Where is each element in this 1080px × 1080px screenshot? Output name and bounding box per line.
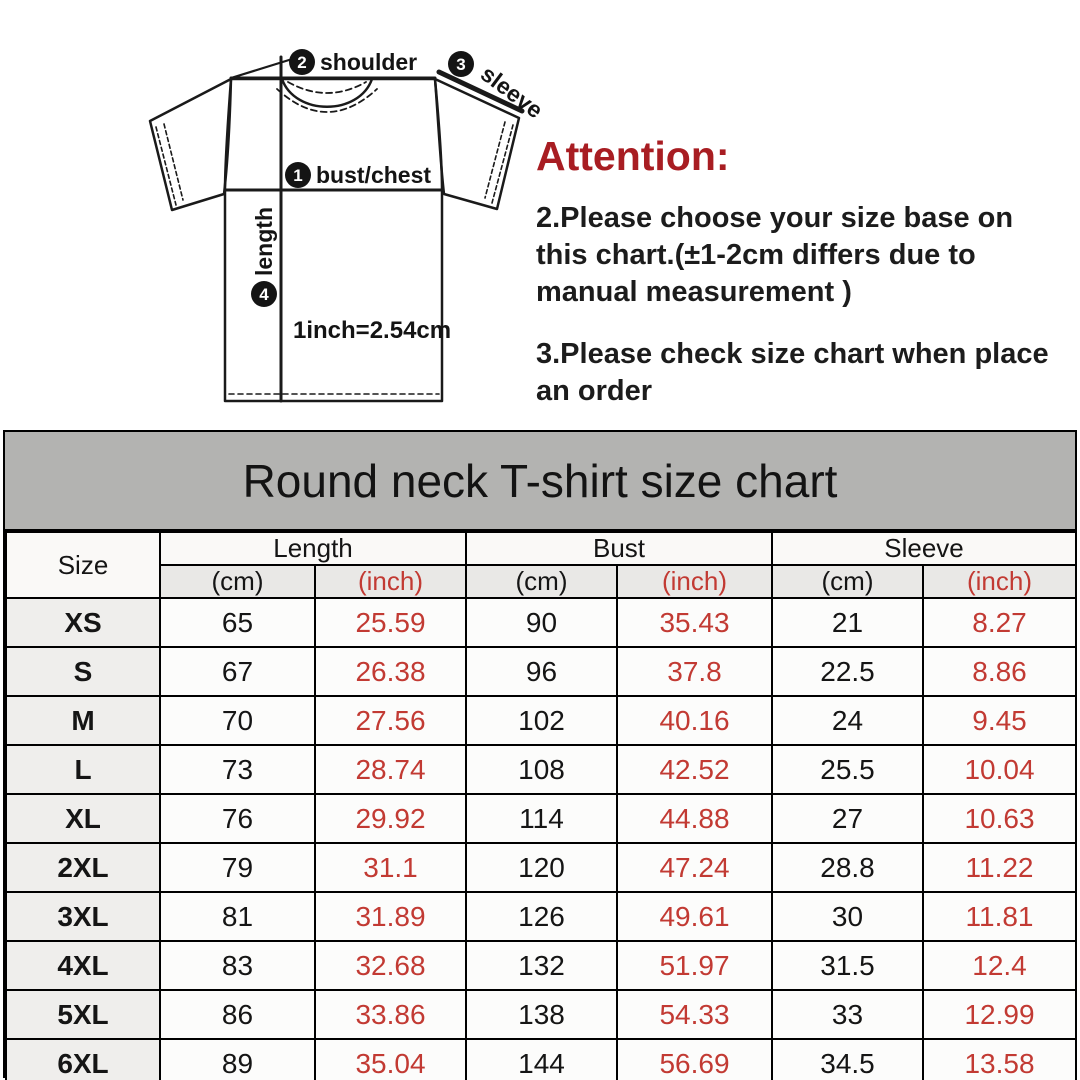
cell-size: 2XL: [6, 843, 160, 892]
cell-length-inch: 35.04: [315, 1039, 466, 1080]
note-2-line-1: 2.Please choose your size base on: [536, 202, 1014, 234]
inch-cm-conversion-note: 1inch=2.54cm: [293, 317, 452, 344]
cell-length-inch: 33.86: [315, 990, 466, 1039]
sleeve-label: [448, 51, 548, 123]
size-row-2xl: [6, 843, 1076, 892]
cell-bust-cm: 144: [466, 1039, 617, 1080]
cell-length-inch: 29.92: [315, 794, 466, 843]
cell-bust-cm: 138: [466, 990, 617, 1039]
sleeve-label-text: sleeve: [475, 60, 548, 124]
cell-sleeve-inch: 10.04: [923, 745, 1076, 794]
size-row-3xl: [6, 892, 1076, 941]
size-table: [5, 531, 1077, 1080]
cell-sleeve-cm: 34.5: [772, 1039, 923, 1080]
size-row-4xl: [6, 941, 1076, 990]
size-chart: [3, 430, 1077, 1078]
cell-bust-cm: 90: [466, 598, 617, 647]
cell-bust-inch: 56.69: [617, 1039, 772, 1080]
cell-bust-inch: 44.88: [617, 794, 772, 843]
cell-length-cm: 81: [160, 892, 315, 941]
cell-size: S: [6, 647, 160, 696]
tshirt-left-sleeve: [150, 79, 231, 210]
cell-length-inch: 26.38: [315, 647, 466, 696]
cell-sleeve-inch: 11.81: [923, 892, 1076, 941]
unit-header-length-inch: (inch): [315, 565, 466, 598]
collar-back-dashed: [288, 82, 366, 93]
unit-header-length-cm: (cm): [160, 565, 315, 598]
cell-length-inch: 25.59: [315, 598, 466, 647]
unit-header-bust-inch: (inch): [617, 565, 772, 598]
cell-size: 6XL: [6, 1039, 160, 1080]
cell-sleeve-cm: 22.5: [772, 647, 923, 696]
note-2-line-2: this chart.(±1-2cm differs due to: [536, 239, 976, 271]
note-3-line-2: an order: [536, 375, 653, 407]
cell-sleeve-inch: 12.99: [923, 990, 1076, 1039]
cell-bust-inch: 47.24: [617, 843, 772, 892]
cell-length-cm: 79: [160, 843, 315, 892]
length-label: [251, 207, 277, 307]
cell-bust-cm: 132: [466, 941, 617, 990]
cell-sleeve-inch: 10.63: [923, 794, 1076, 843]
cell-bust-cm: 102: [466, 696, 617, 745]
col-group-length: Length: [160, 532, 466, 565]
cell-bust-inch: 49.61: [617, 892, 772, 941]
cell-size: XL: [6, 794, 160, 843]
cell-sleeve-inch: 9.45: [923, 696, 1076, 745]
cell-sleeve-inch: 8.86: [923, 647, 1076, 696]
cell-length-cm: 83: [160, 941, 315, 990]
size-row-xl: [6, 794, 1076, 843]
cell-bust-cm: 108: [466, 745, 617, 794]
cell-size: M: [6, 696, 160, 745]
size-row-s: [6, 647, 1076, 696]
note-3-line-1: 3.Please check size chart when place: [536, 338, 1049, 370]
cell-size: 3XL: [6, 892, 160, 941]
cell-length-cm: 89: [160, 1039, 315, 1080]
shoulder-label-text: shoulder: [320, 49, 418, 75]
cell-sleeve-inch: 12.4: [923, 941, 1076, 990]
unit-header-sleeve-inch: (inch): [923, 565, 1076, 598]
attention-note-3: [536, 336, 1080, 410]
cell-bust-cm: 114: [466, 794, 617, 843]
size-chart-title: Round neck T-shirt size chart: [5, 432, 1075, 531]
cell-size: XS: [6, 598, 160, 647]
cell-length-cm: 73: [160, 745, 315, 794]
cell-sleeve-cm: 21: [772, 598, 923, 647]
cell-sleeve-inch: 8.27: [923, 598, 1076, 647]
cell-length-inch: 28.74: [315, 745, 466, 794]
size-row-xs: [6, 598, 1076, 647]
cell-bust-cm: 96: [466, 647, 617, 696]
cell-sleeve-cm: 25.5: [772, 745, 923, 794]
group-header-row: [6, 532, 1076, 565]
size-row-6xl: [6, 1039, 1076, 1080]
cell-length-cm: 67: [160, 647, 315, 696]
cell-length-cm: 70: [160, 696, 315, 745]
cell-sleeve-cm: 33: [772, 990, 923, 1039]
col-group-sleeve: Sleeve: [772, 532, 1076, 565]
col-header-size: Size: [6, 532, 160, 598]
attention-note-2: [536, 200, 1080, 311]
cell-length-cm: 65: [160, 598, 315, 647]
cell-sleeve-cm: 27: [772, 794, 923, 843]
unit-header-bust-cm: (cm): [466, 565, 617, 598]
cell-bust-inch: 42.52: [617, 745, 772, 794]
cell-sleeve-cm: 30: [772, 892, 923, 941]
badge-4-number: 4: [259, 285, 269, 304]
cell-length-inch: 27.56: [315, 696, 466, 745]
cell-size: L: [6, 745, 160, 794]
col-group-bust: Bust: [466, 532, 772, 565]
cell-bust-inch: 37.8: [617, 647, 772, 696]
cell-size: 5XL: [6, 990, 160, 1039]
bust-label-text: bust/chest: [316, 162, 432, 188]
cell-bust-cm: 120: [466, 843, 617, 892]
size-row-m: [6, 696, 1076, 745]
cell-sleeve-inch: 13.58: [923, 1039, 1076, 1080]
cell-sleeve-cm: 31.5: [772, 941, 923, 990]
badge-3-number: 3: [456, 55, 466, 74]
unit-header-row: [6, 565, 1076, 598]
cell-length-inch: 31.89: [315, 892, 466, 941]
note-2-line-3: manual measurement ): [536, 276, 852, 308]
size-row-l: [6, 745, 1076, 794]
cell-bust-inch: 54.33: [617, 990, 772, 1039]
unit-header-sleeve-cm: (cm): [772, 565, 923, 598]
cell-bust-inch: 40.16: [617, 696, 772, 745]
cell-sleeve-cm: 28.8: [772, 843, 923, 892]
cell-bust-inch: 35.43: [617, 598, 772, 647]
cell-bust-cm: 126: [466, 892, 617, 941]
cell-bust-inch: 51.97: [617, 941, 772, 990]
cell-length-inch: 32.68: [315, 941, 466, 990]
size-row-5xl: [6, 990, 1076, 1039]
length-label-text: length: [251, 207, 277, 276]
cell-sleeve-cm: 24: [772, 696, 923, 745]
tshirt-diagram: [128, 28, 552, 422]
cell-sleeve-inch: 11.22: [923, 843, 1076, 892]
shoulder-label: [289, 49, 417, 75]
cell-size: 4XL: [6, 941, 160, 990]
attention-heading: Attention:: [536, 133, 730, 179]
cell-length-cm: 86: [160, 990, 315, 1039]
cell-length-inch: 31.1: [315, 843, 466, 892]
badge-1-number: 1: [293, 166, 303, 185]
attention-block: [536, 133, 1080, 435]
cell-length-cm: 76: [160, 794, 315, 843]
bust-label: [285, 162, 431, 188]
badge-2-number: 2: [297, 53, 307, 72]
